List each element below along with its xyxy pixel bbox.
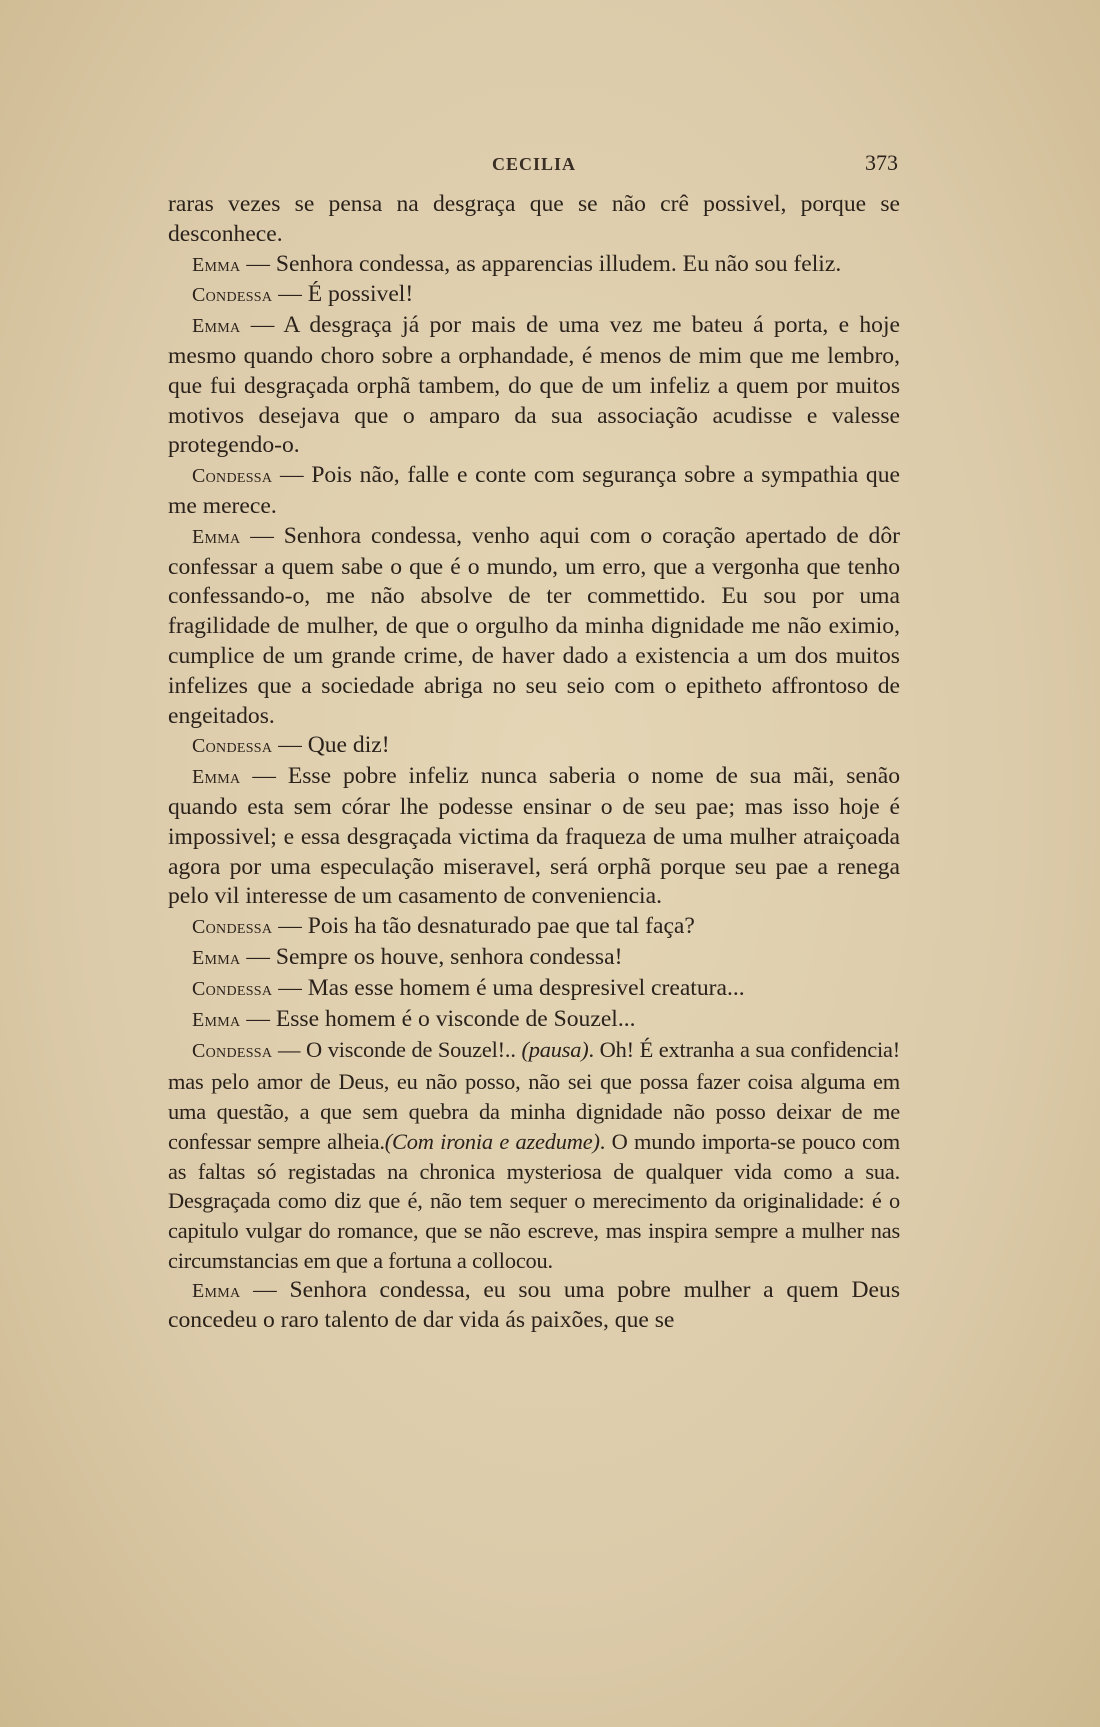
dialogue-text: Senhora condessa, venho aqui com o coração apertado de dôr confessar a quem sabe o que é o mundo, um erro, que a vergonha que tenho confessando-o, me não absolve de ter commettido. Eu sou por uma fragilidade de mulher, de que o orgulho da minha dignidade me não eximio, cumplice de um grande crime, de haver dado a existencia a um dos muitos infelizes que a sociedade abriga no seu seio com o epitheto affrontoso de engeitados. [168,522,900,729]
dialogue-text: Mas esse homem é uma despresivel creatura... [307,974,745,1001]
dialogue-text: Esse homem é o visconde de Souzel... [275,1005,636,1032]
dialogue-line: Emma — Esse pobre infeliz nunca saberia o nome de sua mãi, senão quando esta sem córar lhe podesse ensinar o de seu pae; mas isso hoje é impossivel; e essa desgraçada victima da fraqueza de uma mulher atraiçoada agora por uma especulação miseravel, será orphã porque seu pae a renega pelo vil interesse de um casamento de conveniencia. [168,763,900,910]
stage-direction: (Com ironia e azedume) [384,1128,600,1154]
speaker-name: Condessa [192,977,273,1000]
dialogue-text: É possivel! [307,281,414,308]
page-number: 373 [865,150,898,175]
dialogue-line: Emma — Sempre os houve, senhora condessa! [192,943,623,970]
speaker-name: Condessa [192,1040,273,1063]
dialogue-line: Emma — Senhora condessa, venho aqui com o coração apertado de dôr confessar a quem sabe o que é o mundo, um erro, que a vergonha que tenho confessando-o, me não absolve de ter commettido. Eu sou por uma fragilidade de mulher, de que o orgulho da minha dignidade me não eximio, cumplice de um grande crime, de haver dado a existencia a um dos muitos infelizes que a sociedade abriga no seu seio com o epitheto affrontoso de engeitados. [168,522,900,729]
body-text [168,190,900,1336]
page-header [168,150,900,180]
speaker-name: Emma [192,946,241,969]
speaker-name: Emma [192,766,241,789]
dialogue-text: Senhora condessa, eu sou uma pobre mulher a quem Deus concedeu o raro talento de dar vida ás paixões, que se [168,1276,900,1334]
dialogue-text: O visconde de Souzel!.. [306,1037,516,1063]
speaker-name: Emma [192,315,241,338]
dialogue-text: . Oh! É extranha a sua confidencia! mas pelo amor de Deus, eu não posso, não sei que possa fazer coisa alguma em uma questão, a que sem quebra da minha dignidade não posso deixar de me confessar sempre alheia. [168,1037,900,1154]
dialogue-text: Esse pobre infeliz nunca saberia o nome de sua mãi, senão quando esta sem córar lhe podesse ensinar o de seu pae; mas isso hoje é impossivel; e essa desgraçada victima da fraqueza de uma mulher atraiçoada agora por uma especulação miseravel, será orphã porque seu pae a renega pelo vil interesse de um casamento de conveniencia. [168,763,900,910]
dialogue-line: Emma — Senhora condessa, as apparencias illudem. Eu não sou feliz. [192,250,842,277]
speaker-name: Condessa [192,465,273,488]
dialogue-text: Pois não, falle e conte com segurança sobre a sympathia que me merece. [168,462,900,519]
dialogue-text: Que diz! [307,732,390,759]
dialogue-text: Senhora condessa, as apparencias illudem. Eu não sou feliz. [275,250,842,277]
dialogue-text: Sempre os houve, senhora condessa! [275,943,623,970]
dialogue-line: Emma — Esse homem é o visconde de Souzel... [192,1005,636,1032]
dialogue-line: Condessa — Que diz! [192,732,390,759]
speaker-name: Emma [192,253,241,276]
paragraph-text: raras vezes se pensa na desgraça que se não crê possivel, porque se desconhece. [168,191,900,247]
paragraph [168,190,900,250]
speaker-name: Condessa [192,284,273,307]
dialogue-line: Condessa — Pois não, falle e conte com segurança sobre a sympathia que me merece. [168,462,900,519]
running-title: CECILIA [491,154,577,174]
speaker-name: Emma [192,525,241,548]
dialogue-line: Condessa — O visconde de Souzel!.. (pausa). Oh! É extranha a sua confidencia! mas pelo amor de Deus, eu não posso, não sei que possa fazer coisa alguma em uma questão, a que sem quebra da minha dignidade não posso deixar de me confessar sempre alheia.(Com ironia e azedume). O mundo importa-se pouco com as faltas só registadas na chronica mysteriosa de qualquer vida como a sua. Desgraçada como diz que é, não tem sequer o merecimento da originalidade: é o capitulo vulgar do romance, que se não escreve, mas inspira sempre a mulher nas circumstancias em que a fortuna a collocou. [168,1037,900,1273]
dialogue-text: A desgraça já por mais de uma vez me bateu á porta, e hoje mesmo quando choro sobre a orphandade, é menos de mim que me lembro, que fui desgraçada orphã tambem, do que de um infeliz a quem por muitos motivos desejava que o amparo da sua associação acudisse e valesse protegendo-o. [168,312,900,459]
dialogue-text: Pois ha tão desnaturado pae que tal faça? [307,913,695,940]
dialogue-line: Emma — A desgraça já por mais de uma vez me bateu á porta, e hoje mesmo quando choro sobre a orphandade, é menos de mim que me lembro, que fui desgraçada orphã tambem, do que de um infeliz a quem por muitos motivos desejava que o amparo da sua associação acudisse e valesse protegendo-o. [168,312,900,459]
dialogue-line: Condessa — É possivel! [192,281,414,308]
dialogue-line: Emma — Senhora condessa, eu sou uma pobre mulher a quem Deus concedeu o raro talento de dar vida ás paixões, que se [168,1276,900,1334]
dialogue-text: . O mundo importa-se pouco com as faltas só registadas na chronica mysteriosa de qualquer vida como a sua. Desgraçada como diz que é, não tem sequer o merecimento da originalidade: é o capitulo vulgar do romance, que se não escreve, mas inspira sempre a mulher nas circumstancias em que a fortuna a collocou. [168,1128,900,1273]
speaker-name: Emma [192,1008,241,1031]
dialogue-line: Condessa — Mas esse homem é uma despresivel creatura... [192,974,745,1001]
speaker-name: Emma [192,1279,241,1302]
stage-direction: (pausa) [521,1037,589,1063]
speaker-name: Condessa [192,735,273,758]
dialogue-line: Condessa — Pois ha tão desnaturado pae que tal faça? [192,913,695,940]
speaker-name: Condessa [192,916,273,939]
